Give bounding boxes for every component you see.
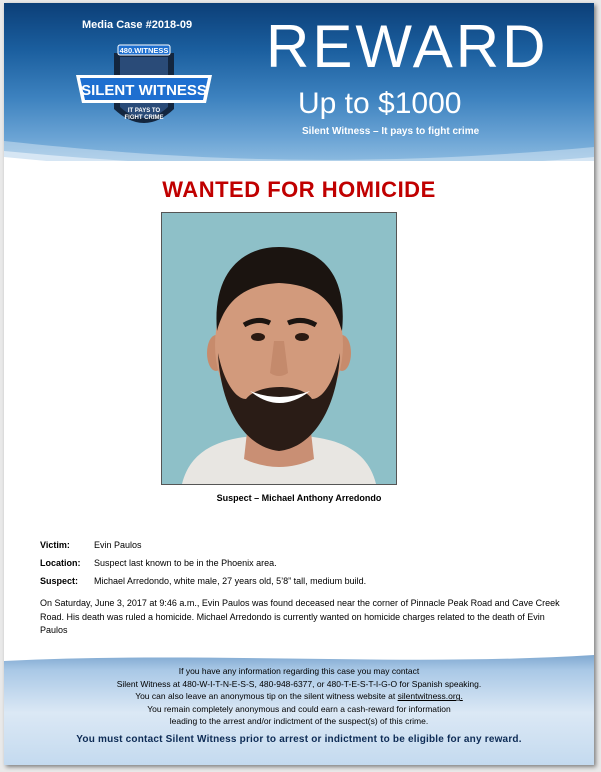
footer-line-3-text: You can also leave an anonymous tip on the silent witness website at xyxy=(135,691,396,702)
footer-banner xyxy=(4,649,594,765)
logo-main-text: SILENT WITNESS xyxy=(81,82,207,99)
footer-line-4: You remain completely anonymous and could earn a cash-reward for information xyxy=(147,703,451,714)
wanted-poster xyxy=(4,3,594,765)
website-link[interactable]: silentwitness.org. xyxy=(397,691,463,702)
case-narrative: On Saturday, June 3, 2017 at 9:46 a.m., Evin Paulos was found deceased near the corner of Pinnacle Peak Road and Cave Creek Road. His death was ruled a homicide. Michael Arredondo is currently wanted on homicide charges related to the death of Evin Paulos xyxy=(40,598,560,635)
logo-slogan-text-2: FIGHT CRIME xyxy=(124,115,164,121)
suspect-label: Suspect: xyxy=(40,576,79,586)
location-label: Location: xyxy=(40,558,81,568)
location-value: Suspect last known to be in the Phoenix area. xyxy=(94,558,277,568)
footer-contact-info xyxy=(4,665,594,728)
footer-line-2: Silent Witness at 480-W-I-T-N-E-S-S, 480-948-6377, or 480-T-E-S-T-I-G-O for Spanish speaking. xyxy=(116,678,482,689)
reward-title: REWARD xyxy=(266,13,549,80)
case-details xyxy=(40,539,366,593)
footer-line-1: If you have any information regarding this case you may contact xyxy=(178,666,420,676)
detail-row-location xyxy=(40,557,366,575)
wanted-headline: WANTED FOR HOMICIDE xyxy=(162,177,436,202)
photo-caption: Suspect – Michael Anthony Arredondo xyxy=(216,493,382,503)
footer-eligibility-notice: You must contact Silent Witness prior to arrest or indictment to be eligible for any reward. xyxy=(76,734,522,745)
victim-label: Victim: xyxy=(40,540,70,550)
suspect-portrait-illustration xyxy=(162,213,396,484)
media-case-number: Media Case #2018-09 xyxy=(82,19,193,31)
suspect-photo xyxy=(161,212,397,485)
suspect-value: Michael Arredondo, white male, 27 years old, 5’8” tall, medium build. xyxy=(94,576,367,586)
logo-slogan-text-1: IT PAYS TO xyxy=(127,108,161,114)
reward-amount: Up to $1000 xyxy=(298,87,462,120)
detail-row-suspect xyxy=(40,575,366,593)
header-banner xyxy=(4,3,594,161)
footer-line-3 xyxy=(4,690,594,703)
logo-phone-text: 480.WITNESS xyxy=(119,46,169,55)
detail-row-victim xyxy=(40,539,366,557)
footer-line-5: leading to the arrest and/or indictment of the suspect(s) of this crime. xyxy=(169,716,429,727)
header-tagline: Silent Witness – It pays to fight crime xyxy=(302,126,480,137)
victim-value: Evin Paulos xyxy=(94,540,142,550)
silent-witness-logo xyxy=(74,37,214,139)
